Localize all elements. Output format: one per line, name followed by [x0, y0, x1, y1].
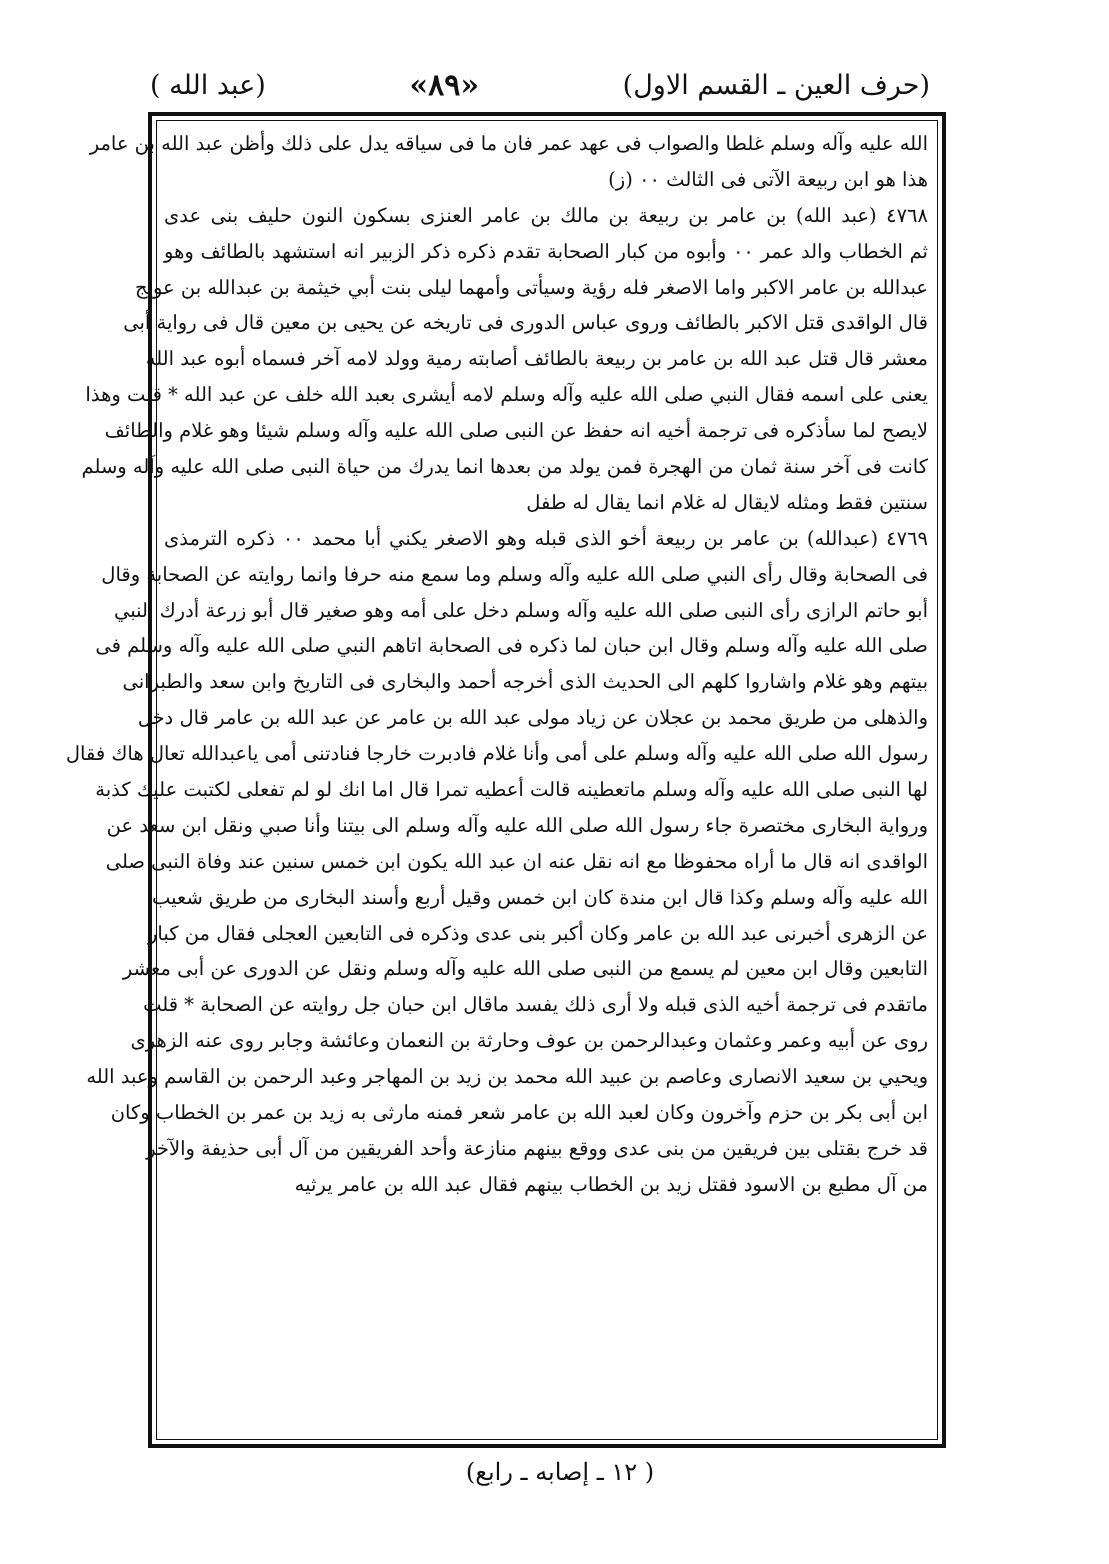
text-line: فى الصحابة وقال رأى النبي صلى الله عليه وآله وسلم وما سمع منه حرفا وانما روايته عن الصحابة وقال [101, 562, 928, 586]
text-line: لايصح لما سأذكره فى ترجمة أخيه انه حفظ عن النبى صلى الله عليه وآله وسلم شيئا وهو غلام والطائف [104, 419, 928, 443]
text-line: الله عليه وآله وسلم غلطا والصواب فى عهد عمر فان ما فى سياقه يدل على ذلك وأظن عبد الله بن عامر [89, 132, 928, 155]
page-number: «٨٩» [409, 67, 480, 103]
text-line: روى عن أبيه وعمر وعثمان وعبدالرحمن بن عوف وحارثة بن النعمان وعائشة وجابر روى عنه الزهرى [130, 1029, 928, 1053]
text-line: بيتهم وهو غلام واشاروا كلهم الى الحديث الذى أخرجه أحمد والبخارى فى التاريخ وابن سعد والطبرانى [122, 670, 928, 694]
text-line: معشر قال قتل عبد الله بن عامر بن ربيعة بالطائف أصابته رمية وولد لامه آخر فسماه أبوه عبد الله [145, 347, 928, 371]
text-line: رسول الله صلى الله عليه وآله وسلم على أمى وأنا غلام فادبرت خارجا فنادتنى أمى ياعبدالله تعال هاك فقال [65, 742, 928, 766]
text-line: ماتقدم فى ترجمة أخيه الذى قبله ولا أرى ذلك يفسد ماقال ابن حبان جل روايته عن الصحابة * قلت [143, 993, 928, 1017]
text-line: قد خرج بقتلى بين فريقين من بنى عدى ووقع بينهم منازعة وأحد الفريقين من آل أبى حذيفة والآخر [146, 1136, 928, 1160]
text-line: هذا هو ابن ربيعة الآتى فى الثالث ٠٠ (ز) [608, 167, 928, 191]
text-line: عن الزهرى أخبرنى عبد الله بن عامر وكان أكبر بنى عدى وذكره فى التابعين العجلى فقال من كبار [147, 921, 928, 945]
text-line: لها النبى صلى الله عليه وآله وسلم ماتعطينه قالت أعطيه تمرا قال اما انك لو لم تفعلى لكتبت عليك كذبة [95, 778, 928, 802]
entry-4769-first-line: ٤٧٦٩ (عبدالله) بن عامر بن ربيعة أخو الذى قبله وهو الاصغر يكني أبا محمد ٠٠ ذكره الترمذى [164, 526, 928, 550]
text-line: والذهلى من طريق محمد بن عجلان عن زياد مولى عبد الله بن عامر عن عبد الله بن عامر قال دخل [137, 706, 928, 730]
text-line: الله عليه وآله وسلم وكذا قال ابن مندة كان ابن خمس وقيل أربع وأسند البخارى من طريق شعيب [152, 885, 928, 909]
text-line: ويحيي بن سعيد الانصارى وعاصم بن عبيد الله محمد بن زيد بن المهاجر وعبد الرحمن بن القاسم وعبد الله [86, 1065, 928, 1089]
text-line: من آل مطيع بن الاسود فقتل زيد بن الخطاب بينهم فقال عبد الله بن عامر يرثيه [294, 1172, 928, 1196]
text-line: صلى الله عليه وآله وسلم وقال ابن حبان لما ذكره فى الصحابة اتاهم النبي صلى الله عليه وآله وسلم فى [95, 634, 928, 658]
text-line: ورواية البخارى مختصرة جاء رسول الله صلى الله عليه وآله وسلم الى بيتنا وأنا صبي ونقل ابن سعد عن [106, 813, 928, 837]
printer-signature: ( ١٢ ـ إصابه ـ رابع) [465, 1458, 655, 1486]
text-line: الواقدى انه قال ما أراه محفوظا مع انه نقل عنه ان عبد الله يكون ابن خمس سنين عند وفاة النبى صلى [105, 849, 928, 873]
text-line: أبو حاتم الرازى رأى النبى صلى الله عليه وآله وسلم دخل على أمه وهو صغير قال أبو زرعة أدرك النبي [114, 598, 928, 622]
text-line: سنتين فقط ومثله لايقال له غلام انما يقال له طفل [526, 490, 928, 514]
text-line: عبدالله بن عامر الاكبر واما الاصغر فله رؤية وسيأتى وأمهما ليلى بنت أبي خيثمة بن عبدالله بن عويج [134, 275, 928, 299]
header-chapter-title: (حرف العين ـ القسم الاول) [622, 69, 930, 101]
text-line: ثم الخطاب والد عمر ٠٠ وأبوه من كبار الصحابة تقدم ذكره ذكر الزبير انه استشهد بالطائف وهو [164, 239, 928, 263]
text-line: يعنى على اسمه فقال النبي صلى الله عليه وآله وسلم لامه أيشرى بعبد الله خلف عن عبد الله * قلت وهذا [85, 383, 928, 407]
text-line: كانت فى آخر سنة ثمان من الهجرة فمن يولد من بعدها انما يدرك من حياة النبى صلى الله عليه وآله وسلم [81, 455, 928, 479]
text-line: قال الواقدى قتل الاكبر بالطائف وروى عباس الدورى فى تاريخه عن يحيى بن معين قال فى رواية أبى [123, 311, 928, 335]
text-frame [65, 112, 946, 1448]
header-entry-name: (عبد الله ) [150, 69, 266, 101]
text-line: ابن أبى بكر بن حزم وآخرون وكان لعبد الله بن عامر شعر فمنه مارثى به زيد بن عمر بن الخطاب وكان [110, 1101, 928, 1125]
running-header [150, 62, 930, 108]
entry-4768-first-line: ٤٧٦٨ (عبد الله) بن عامر بن ربيعة بن مالك بن عامر العنزى بسكون النون حليف بنى عدى [164, 203, 928, 227]
text-line: التابعين وقال ابن معين لم يسمع من النبى صلى الله عليه وآله وسلم ونقل عن الدورى عن أبى معشر [122, 957, 928, 981]
page-body [65, 126, 928, 1203]
